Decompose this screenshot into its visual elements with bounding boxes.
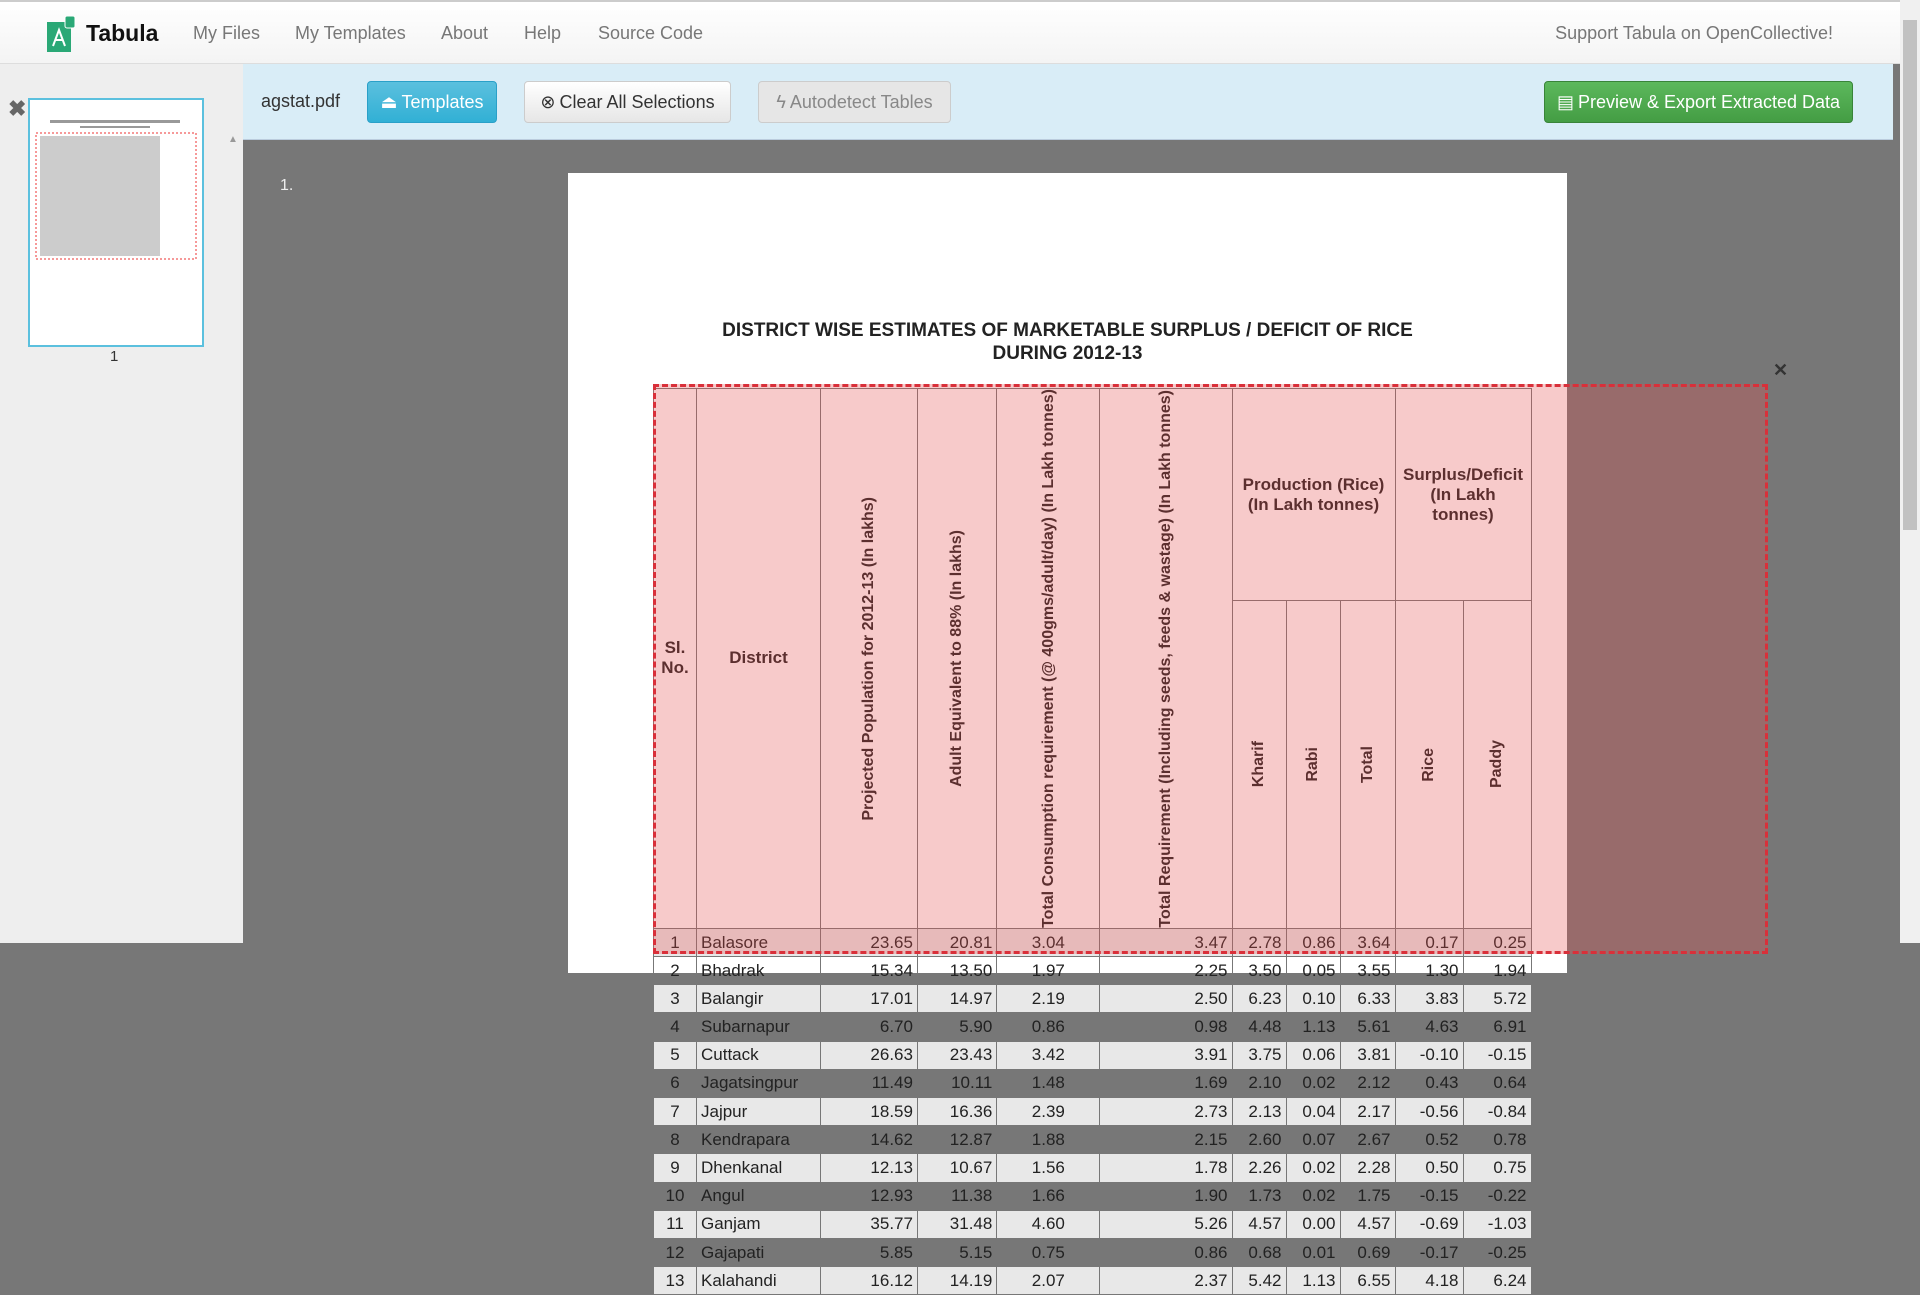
table-cell: 1.56 — [997, 1154, 1100, 1182]
table-cell: 0.75 — [997, 1238, 1100, 1266]
table-cell: 26.63 — [821, 1041, 918, 1069]
table-cell: Kalahandi — [697, 1267, 821, 1295]
table-cell: 20.81 — [917, 928, 996, 956]
table-cell: 17.01 — [821, 985, 918, 1013]
table-cell: 2.17 — [1340, 1098, 1395, 1126]
table-cell: 1.69 — [1100, 1069, 1232, 1097]
remove-selection-icon[interactable]: ✕ — [1773, 360, 1789, 380]
table-cell: 3.83 — [1395, 985, 1463, 1013]
table-cell: -0.17 — [1395, 1238, 1463, 1266]
table-cell: Ganjam — [697, 1210, 821, 1238]
clear-circle-icon: ⊗ — [540, 91, 556, 112]
table-cell: -0.25 — [1463, 1238, 1531, 1266]
preview-export-button[interactable] — [1544, 81, 1853, 123]
page-number: 1. — [280, 177, 294, 194]
table-row — [654, 1238, 1532, 1266]
table-cell: 14.62 — [821, 1126, 918, 1154]
filename: agstat.pdf — [261, 91, 341, 111]
table-cell: 13 — [654, 1267, 697, 1295]
table-cell: 16.12 — [821, 1267, 918, 1295]
header-requirement: Total Requirement (Including seeds, feeds & wastage) (In Lakh tonnes) — [1100, 389, 1232, 929]
table-cell: Gajapati — [697, 1238, 821, 1266]
table-cell: 7 — [654, 1098, 697, 1126]
table-cell: Balasore — [697, 928, 821, 956]
table-cell: 18.59 — [821, 1098, 918, 1126]
table-cell: 2.67 — [1340, 1126, 1395, 1154]
table-cell: 0.05 — [1286, 957, 1340, 985]
table-cell: 0.68 — [1232, 1238, 1286, 1266]
table-cell: Jajpur — [697, 1098, 821, 1126]
table-cell: 10.67 — [917, 1154, 996, 1182]
table-cell: -0.69 — [1395, 1210, 1463, 1238]
table-cell: 11 — [654, 1210, 697, 1238]
table-cell: 2.26 — [1232, 1154, 1286, 1182]
table-cell: Dhenkanal — [697, 1154, 821, 1182]
page-thumbnail[interactable] — [28, 98, 204, 347]
table-cell: 0.78 — [1463, 1126, 1531, 1154]
table-cell: 23.65 — [821, 928, 918, 956]
table-cell: 5.72 — [1463, 985, 1531, 1013]
table-cell: 10 — [654, 1182, 697, 1210]
remove-page-icon[interactable]: ✖ — [8, 96, 27, 121]
table-cell: 12.93 — [821, 1182, 918, 1210]
table-cell: 1.30 — [1395, 957, 1463, 985]
nav-source-code[interactable]: Source Code — [598, 23, 704, 43]
table-cell: 0.25 — [1463, 928, 1531, 956]
table-cell: 0.04 — [1286, 1098, 1340, 1126]
table-cell: 4.63 — [1395, 1013, 1463, 1041]
table-cell: 3.50 — [1232, 957, 1286, 985]
table-cell: Bhadrak — [697, 957, 821, 985]
header-surplus: Surplus/Deficit (In Lakh tonnes) — [1395, 389, 1531, 601]
table-cell: 2.19 — [997, 985, 1100, 1013]
table-cell: 0.02 — [1286, 1154, 1340, 1182]
thumbnail-page-number: 1 — [110, 348, 119, 365]
table-selection-area[interactable] — [653, 384, 1768, 954]
table-cell: 15.34 — [821, 957, 918, 985]
toolbar — [243, 64, 1893, 140]
header-production: Production (Rice) (In Lakh tonnes) — [1232, 389, 1395, 601]
table-cell: 1.88 — [997, 1126, 1100, 1154]
table-cell: Balangir — [697, 985, 821, 1013]
table-cell: 10.11 — [917, 1069, 996, 1097]
header-kharif: Kharif — [1232, 601, 1286, 929]
table-cell: 5.26 — [1100, 1210, 1232, 1238]
table-cell: 3.47 — [1100, 928, 1232, 956]
table-cell: 0.02 — [1286, 1069, 1340, 1097]
table-cell: 3.42 — [997, 1041, 1100, 1069]
table-cell: 1.73 — [1232, 1182, 1286, 1210]
table-cell: 1.78 — [1100, 1154, 1232, 1182]
table-cell: 3.64 — [1340, 928, 1395, 956]
table-cell: 35.77 — [821, 1210, 918, 1238]
table-cell: 31.48 — [917, 1210, 996, 1238]
nav-about[interactable]: About — [441, 23, 489, 43]
table-cell: 5.90 — [917, 1013, 996, 1041]
table-cell: 1.94 — [1463, 957, 1531, 985]
table-cell: Jagatsingpur — [697, 1069, 821, 1097]
table-cell: 12.13 — [821, 1154, 918, 1182]
table-cell: 6.55 — [1340, 1267, 1395, 1295]
header-sl: Sl. No. — [654, 389, 697, 929]
table-cell: 11.49 — [821, 1069, 918, 1097]
table-cell: Cuttack — [697, 1041, 821, 1069]
table-cell: 4.60 — [997, 1210, 1100, 1238]
table-cell: 1.13 — [1286, 1267, 1340, 1295]
support-link[interactable]: Support Tabula on OpenCollective! — [1555, 23, 1833, 43]
table-cell: Subarnapur — [697, 1013, 821, 1041]
table-cell: 1 — [654, 928, 697, 956]
table-cell: 2.10 — [1232, 1069, 1286, 1097]
table-cell: -0.84 — [1463, 1098, 1531, 1126]
table-cell: 23.43 — [917, 1041, 996, 1069]
table-cell: 6.33 — [1340, 985, 1395, 1013]
table-cell: 0.00 — [1286, 1210, 1340, 1238]
table-cell: 0.01 — [1286, 1238, 1340, 1266]
table-cell: -0.56 — [1395, 1098, 1463, 1126]
table-cell: 2.50 — [1100, 985, 1232, 1013]
table-cell: 0.06 — [1286, 1041, 1340, 1069]
table-cell: 12 — [654, 1238, 697, 1266]
table-cell: 0.86 — [1286, 928, 1340, 956]
table-cell: 0.10 — [1286, 985, 1340, 1013]
templates-icon: ⏏ — [380, 91, 398, 112]
table-cell: 1.75 — [1340, 1182, 1395, 1210]
table-row — [654, 1069, 1532, 1097]
table-cell: 4.57 — [1340, 1210, 1395, 1238]
table-cell: 2.07 — [997, 1267, 1100, 1295]
table-cell: 0.17 — [1395, 928, 1463, 956]
table-cell: 2.60 — [1232, 1126, 1286, 1154]
table-cell: 2.15 — [1100, 1126, 1232, 1154]
nav-my-templates[interactable]: My Templates — [295, 23, 406, 43]
header-consumption: Total Consumption requirement (@ 400gms/adult/day) (In Lakh tonnes) — [997, 389, 1100, 929]
table-cell: -0.15 — [1395, 1182, 1463, 1210]
table-cell: 2.73 — [1100, 1098, 1232, 1126]
table-cell: Kendrapara — [697, 1126, 821, 1154]
table-cell: 2.37 — [1100, 1267, 1232, 1295]
nav-my-files[interactable]: My Files — [193, 23, 260, 43]
table-cell: 12.87 — [917, 1126, 996, 1154]
page-subtitle: DURING 2012-13 — [992, 343, 1143, 364]
scroll-up-icon[interactable]: ▲ — [228, 134, 238, 145]
table-cell: 4.48 — [1232, 1013, 1286, 1041]
table-cell: 2.13 — [1232, 1098, 1286, 1126]
table-cell: 14.97 — [917, 985, 996, 1013]
table-cell: 9 — [654, 1154, 697, 1182]
header-district: District — [697, 389, 821, 929]
table-cell: 6.24 — [1463, 1267, 1531, 1295]
table-cell: 1.48 — [997, 1069, 1100, 1097]
table-cell: 3.75 — [1232, 1041, 1286, 1069]
templates-button[interactable] — [367, 81, 497, 123]
clear-label: Clear All Selections — [559, 91, 715, 112]
table-cell: 2.39 — [997, 1098, 1100, 1126]
table-cell: 4.18 — [1395, 1267, 1463, 1295]
table-cell: 1.97 — [997, 957, 1100, 985]
table-row — [654, 1154, 1532, 1182]
table-cell: 1.13 — [1286, 1013, 1340, 1041]
brand[interactable]: Tabula — [86, 20, 159, 46]
table-cell: 0.69 — [1340, 1238, 1395, 1266]
table-cell: 4.57 — [1232, 1210, 1286, 1238]
table-row — [654, 1210, 1532, 1238]
table-cell: -0.10 — [1395, 1041, 1463, 1069]
table-row — [654, 1126, 1532, 1154]
table-cell: 2.78 — [1232, 928, 1286, 956]
table-cell: 14.19 — [917, 1267, 996, 1295]
export-label: Preview & Export Extracted Data — [1577, 91, 1841, 112]
top-navbar — [0, 0, 1900, 64]
table-cell: 8 — [654, 1126, 697, 1154]
table-cell: 2.12 — [1340, 1069, 1395, 1097]
scrollbar-thumb[interactable] — [1903, 20, 1917, 530]
table-cell: 2.25 — [1100, 957, 1232, 985]
table-cell: 5 — [654, 1041, 697, 1069]
table-cell: 5.61 — [1340, 1013, 1395, 1041]
table-cell: -1.03 — [1463, 1210, 1531, 1238]
thumbnail-preview — [30, 100, 202, 345]
table-row — [654, 1182, 1532, 1210]
table-cell: 5.42 — [1232, 1267, 1286, 1295]
table-cell: 3 — [654, 985, 697, 1013]
table-cell: 1.90 — [1100, 1182, 1232, 1210]
table-cell: 6 — [654, 1069, 697, 1097]
table-cell: 16.36 — [917, 1098, 996, 1126]
table-cell: 13.50 — [917, 957, 996, 985]
header-adult: Adult Equivalent to 88% (In lakhs) — [917, 389, 996, 929]
list-icon: ▤ — [1556, 91, 1574, 112]
tabula-logo-icon[interactable] — [47, 16, 77, 52]
autodetect-label: Autodetect Tables — [789, 91, 933, 112]
table-cell: 6.91 — [1463, 1013, 1531, 1041]
table-cell: 5.15 — [917, 1238, 996, 1266]
table-cell: 5.85 — [821, 1238, 918, 1266]
table-cell: 0.86 — [997, 1013, 1100, 1041]
table-row — [654, 1013, 1532, 1041]
table-cell: 11.38 — [917, 1182, 996, 1210]
autodetect-tables-button[interactable] — [758, 81, 951, 123]
table-row — [654, 1041, 1532, 1069]
table-cell: 0.75 — [1463, 1154, 1531, 1182]
table-cell: 0.86 — [1100, 1238, 1232, 1266]
header-population: Projected Population for 2012-13 (In lakhs) — [821, 389, 918, 929]
table-cell: 2.28 — [1340, 1154, 1395, 1182]
table-cell: 6.70 — [821, 1013, 918, 1041]
table-cell: 0.64 — [1463, 1069, 1531, 1097]
table-cell: 0.02 — [1286, 1182, 1340, 1210]
table-row — [654, 1267, 1532, 1295]
table-cell: 1.66 — [997, 1182, 1100, 1210]
lightning-icon: ϟ — [776, 91, 786, 112]
header-paddy: Paddy — [1463, 601, 1531, 929]
table-cell: 3.04 — [997, 928, 1100, 956]
table-cell: -0.15 — [1463, 1041, 1531, 1069]
table-cell: 2 — [654, 957, 697, 985]
templates-label: Templates — [401, 91, 484, 112]
table-cell: 0.52 — [1395, 1126, 1463, 1154]
header-rabi: Rabi — [1286, 601, 1340, 929]
table-cell: -0.22 — [1463, 1182, 1531, 1210]
table-row — [654, 985, 1532, 1013]
table-cell: 6.23 — [1232, 985, 1286, 1013]
nav-help[interactable]: Help — [524, 23, 562, 43]
table-row — [654, 957, 1532, 985]
table-cell: 0.98 — [1100, 1013, 1232, 1041]
header-rice: Rice — [1395, 601, 1463, 929]
table-cell: 3.55 — [1340, 957, 1395, 985]
page-title: DISTRICT WISE ESTIMATES OF MARKETABLE SURPLUS / DEFICIT OF RICE — [722, 320, 1413, 341]
table-cell: 3.91 — [1100, 1041, 1232, 1069]
header-total: Total — [1340, 601, 1395, 929]
table-cell: 3.81 — [1340, 1041, 1395, 1069]
table-cell: 0.43 — [1395, 1069, 1463, 1097]
table-cell: 0.50 — [1395, 1154, 1463, 1182]
clear-all-selections-button[interactable] — [524, 81, 731, 123]
table-cell: Angul — [697, 1182, 821, 1210]
table-cell: 4 — [654, 1013, 697, 1041]
table-row — [654, 1098, 1532, 1126]
table-cell: 0.07 — [1286, 1126, 1340, 1154]
